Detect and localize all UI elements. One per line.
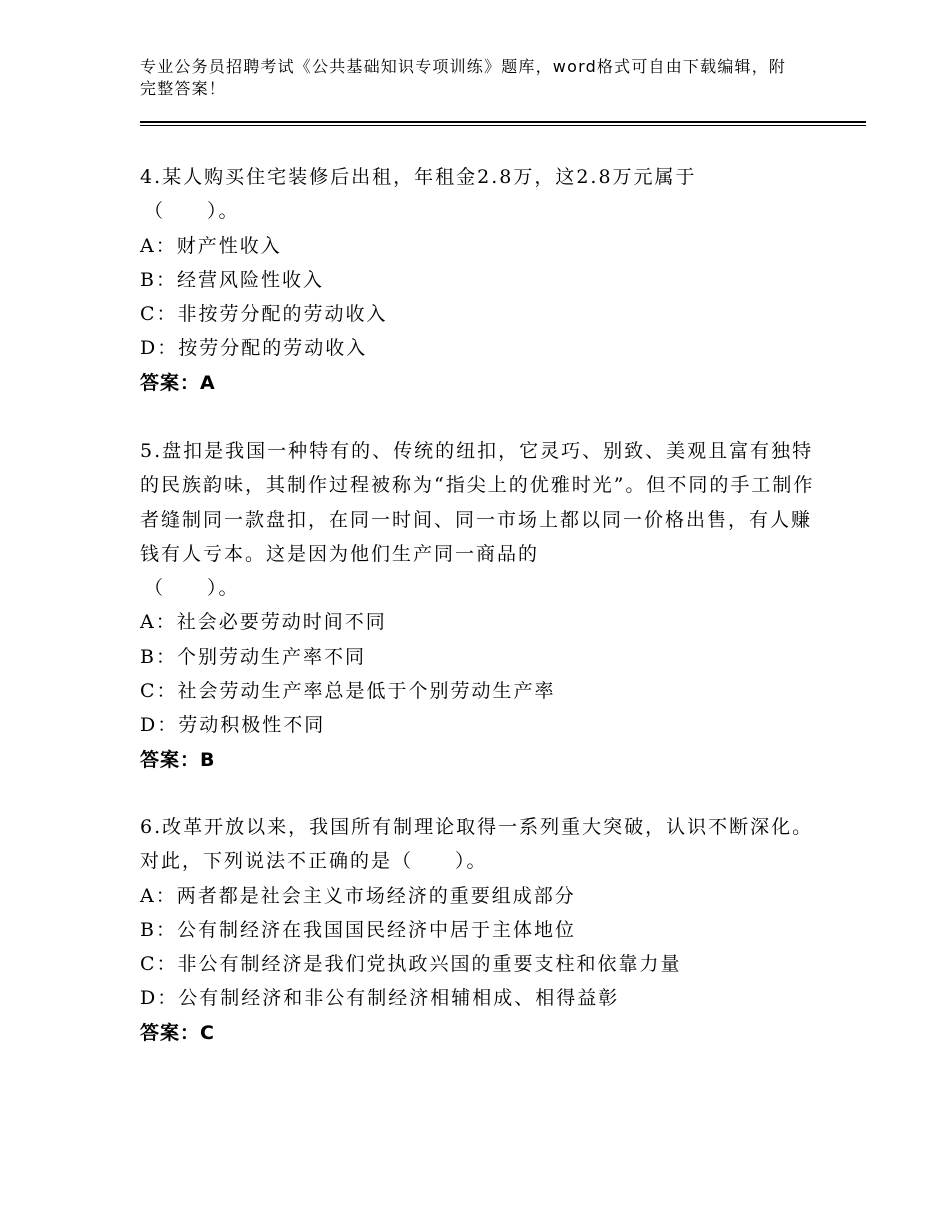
answer-blank: （ ）。: [144, 577, 240, 600]
option-d: D：按劳分配的劳动收入: [140, 337, 368, 360]
option-a: A：社会必要劳动时间不同: [140, 611, 387, 634]
question-stem: 6.改革开放以来，我国所有制理论取得一系列重大突破，认识不断深化。对此，下列说法不正确的是（ ）。: [140, 816, 814, 873]
answer-label: 答案：C: [140, 1021, 215, 1044]
document-header: 专业公务员招聘考试《公共基础知识专项训练》题库，word格式可自由下载编辑，附完整答案！: [140, 57, 787, 98]
option-c: C：非公有制经济是我们党执政兴国的重要支柱和依靠力量: [140, 953, 682, 976]
answer-label: 答案：A: [140, 371, 216, 394]
question-stem: 4.某人购买住宅装修后出租，年租金2.8万，这2.8万元属于: [140, 166, 697, 188]
question-5: [140, 434, 820, 777]
option-b: B：个别劳动生产率不同: [140, 645, 366, 668]
option-a: A：两者都是社会主义市场经济的重要组成部分: [140, 884, 576, 907]
answer-blank: （ ）。: [144, 200, 240, 223]
header-divider-thin: [140, 125, 866, 126]
header-divider-thick: [140, 121, 866, 123]
option-d: D：劳动积极性不同: [140, 714, 326, 737]
option-b: B：经营风险性收入: [140, 268, 324, 291]
option-b: B：公有制经济在我国国民经济中居于主体地位: [140, 918, 576, 941]
option-c: C：非按劳分配的劳动收入: [140, 303, 388, 326]
question-6: [140, 810, 820, 1050]
question-4: [140, 160, 820, 400]
option-d: D：公有制经济和非公有制经济相辅相成、相得益彰: [140, 987, 620, 1010]
option-a: A：财产性收入: [140, 234, 282, 257]
answer-label: 答案：B: [140, 748, 216, 771]
question-stem: 5.盘扣是我国一种特有的、传统的纽扣，它灵巧、别致、美观且富有独特的民族韵味，其制作过程被称为“指尖上的优雅时光”。但不同的手工制作者缝制同一款盘扣，在同一时间、同一市场上都以同一价格出售，有人赚钱有人亏本。这是因为他们生产同一商品的: [140, 440, 815, 565]
option-c: C：社会劳动生产率总是低于个别劳动生产率: [140, 680, 556, 703]
